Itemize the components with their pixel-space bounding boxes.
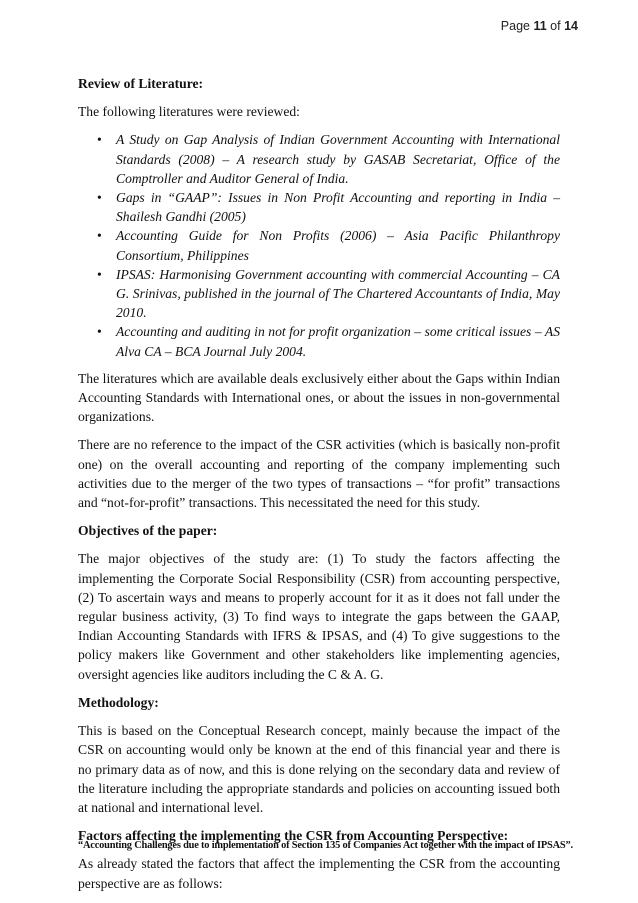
- list-item: [78, 130, 560, 188]
- page-number: [501, 19, 578, 33]
- review-heading: Review of Literature:: [78, 76, 204, 91]
- objectives-paragraph: The major objectives of the study are: (1) To study the factors affecting the implementing the Corporate Social Responsibility (CSR) from accounting perspective, (2) To ascertain ways and means to properly account for it as it does not fall under the regular business activity, (3) To find ways to integrate the gaps between the GAAP, Indian Accounting Standards with IFRS & IPSAS, and (4) To give suggestions to the policy makers like Government and other stakeholders like implementing agencies, oversight agencies like auditors including the C & A. G.: [78, 551, 560, 682]
- bullet-icon: •: [97, 132, 102, 148]
- page-total: 14: [564, 19, 578, 33]
- review-paragraph-1: The literatures which are available deals exclusively either about the Gaps within Indian Accounting Standards with International ones, or about the issues in non-governmental organizations.: [78, 370, 560, 425]
- page-footer: “Accounting Challenges due to implementation of Section 135 of Companies Act together with the impact of IPSAS”.: [78, 840, 573, 851]
- factors-heading: Factors affecting the implementing the CSR from Accounting Perspective:: [78, 828, 509, 844]
- page-prefix: Page: [500, 19, 530, 33]
- list-item-text: Accounting and auditing in not for profit organization – some critical issues – AS Alva CA – BCA Journal July 2004.: [116, 324, 560, 359]
- list-item-text: A Study on Gap Analysis of Indian Government Accounting with International Standards (2008) – A research study by GASAB Secretariat, Office of the Comptroller and Auditor General of India.: [116, 132, 560, 186]
- methodology-heading: Methodology:: [78, 694, 159, 710]
- bullet-icon: •: [97, 324, 102, 340]
- review-intro: The following literatures were reviewed:: [78, 104, 300, 120]
- list-item: [78, 265, 560, 323]
- bullet-icon: •: [97, 228, 102, 244]
- page-of: of: [550, 19, 561, 33]
- list-item-text: Gaps in “GAAP”: Issues in Non Profit Accounting and reporting in India – Shailesh Gandhi (2005): [116, 190, 560, 225]
- list-item-text: IPSAS: Harmonising Government accounting with commercial Accounting – CA G. Srinivas, published in the journal of The Chartered Accountants of India, May 2010.: [116, 266, 560, 321]
- page-body: [78, 74, 573, 902]
- list-item: [78, 226, 560, 264]
- list-item: [78, 322, 560, 360]
- list-item-text: Accounting Guide for Non Profits (2006) – Asia Pacific Philanthropy Consortium, Philippines: [116, 228, 560, 263]
- page-current: 11: [533, 19, 547, 33]
- objectives-heading: Objectives of the paper:: [78, 523, 218, 539]
- list-item: [78, 188, 560, 226]
- factors-paragraph: As already stated the factors that affect the implementing the CSR from the accounting perspective are as follows:: [78, 856, 560, 891]
- review-paragraph-2: There are no reference to the impact of the CSR activities (which is basically non-profit one) on the overall accounting and reporting of the company implementing such activities due to the merger of the two types of transactions – “for profit” transactions and “not-for-profit” transactions. This necessitated the need for this study.: [78, 437, 560, 511]
- bullet-icon: •: [97, 266, 102, 282]
- literature-list: [78, 130, 560, 360]
- bullet-icon: •: [97, 190, 102, 206]
- methodology-paragraph: This is based on the Conceptual Research concept, mainly because the impact of the CSR on accounting would only be known at the end of this financial year and there is no primary data as of now, and this is done relying on the secondary data and review of the literature including the appropriate standards and policies on accounting issued both at national and international level.: [78, 723, 560, 815]
